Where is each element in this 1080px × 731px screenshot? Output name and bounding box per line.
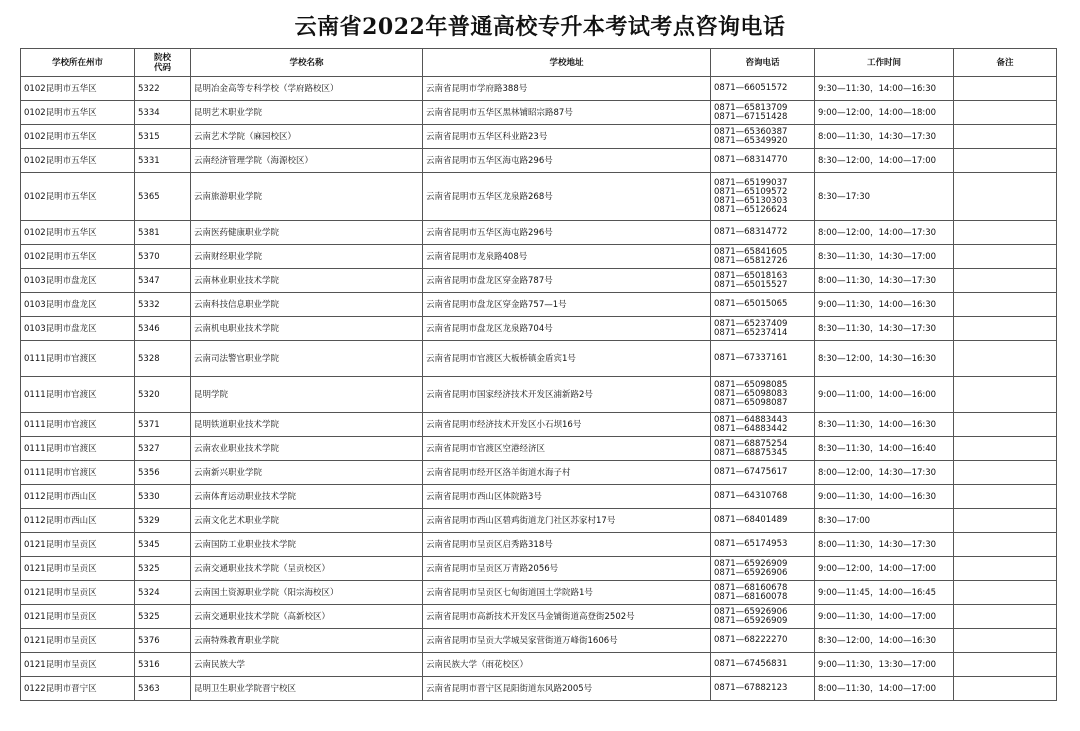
header-code [135,49,191,77]
header-row [21,49,1057,77]
table-row [21,293,1057,317]
cell-code: 5356 [135,461,191,485]
cell-code: 5365 [135,173,191,221]
cell-code: 5346 [135,317,191,341]
cell-address: 云南省昆明市呈贡区七甸街道国土学院路1号 [423,581,711,605]
cell-city: 0102昆明市五华区 [21,245,135,269]
cell-name: 昆明学院 [191,377,423,413]
phone-number: 0871—67337161 [714,353,788,363]
cell-address: 云南省昆明市五华区海屯路296号 [423,221,711,245]
cell-code: 5320 [135,377,191,413]
cell-phone [711,221,815,245]
cell-address: 云南省昆明市盘龙区穿金路787号 [423,269,711,293]
cell-phone [711,101,815,125]
cell-hours: 8:30—12:00，14:00—17:00 [815,149,954,173]
table-row [21,245,1057,269]
table-row [21,341,1057,377]
phone-number: 0871—66051572 [714,83,788,93]
cell-note [954,221,1057,245]
phone-number: 0871—65130303 [714,195,788,206]
table-row [21,485,1057,509]
phone-number: 0871—68401489 [714,515,788,525]
header-note: 备注 [954,49,1057,77]
contact-table [20,48,1057,701]
phone-number: 0871—65126624 [714,204,788,215]
cell-note [954,413,1057,437]
phone-number: 0871—67151428 [714,111,788,122]
phone-number: 0871—68160678 [714,582,788,593]
cell-hours: 8:30—11:30，14:30—17:00 [815,245,954,269]
cell-phone [711,653,815,677]
cell-city: 0111昆明市官渡区 [21,377,135,413]
cell-city: 0121昆明市呈贡区 [21,581,135,605]
cell-address: 云南省昆明市经开区洛羊街道水海子村 [423,461,711,485]
header-address: 学校地址 [423,49,711,77]
cell-address: 云南省昆明市盘龙区穿金路757—1号 [423,293,711,317]
phone-number: 0871—68160078 [714,591,788,602]
table-row [21,605,1057,629]
cell-note [954,677,1057,701]
cell-name: 云南机电职业技术学院 [191,317,423,341]
cell-address: 云南省昆明市官渡区大板桥镇金盾宾1号 [423,341,711,377]
cell-code: 5315 [135,125,191,149]
header-city: 学校所在州市 [21,49,135,77]
cell-city: 0102昆明市五华区 [21,77,135,101]
cell-note [954,317,1057,341]
cell-note [954,269,1057,293]
phone-number: 0871—68222270 [714,635,788,645]
table-body [21,77,1057,701]
phone-number: 0871—65812726 [714,255,788,266]
cell-city: 0102昆明市五华区 [21,125,135,149]
cell-code: 5345 [135,533,191,557]
cell-address: 云南省昆明市呈贡区万青路2056号 [423,557,711,581]
phone-number: 0871—65926906 [714,606,788,617]
cell-phone [711,629,815,653]
cell-code: 5363 [135,677,191,701]
cell-phone [711,149,815,173]
cell-city: 0121昆明市呈贡区 [21,605,135,629]
cell-name: 云南交通职业技术学院（高新校区） [191,605,423,629]
phone-number: 0871—67475617 [714,467,788,477]
cell-city: 0102昆明市五华区 [21,101,135,125]
cell-address: 云南省昆明市晋宁区昆阳街道东风路2005号 [423,677,711,701]
cell-note [954,485,1057,509]
cell-code: 5332 [135,293,191,317]
cell-city: 0111昆明市官渡区 [21,461,135,485]
cell-name: 昆明艺术职业学院 [191,101,423,125]
cell-note [954,629,1057,653]
cell-note [954,653,1057,677]
cell-note [954,125,1057,149]
cell-hours: 9:00—11:30，14:00—17:00 [815,605,954,629]
phone-number: 0871—65360387 [714,126,788,137]
cell-address: 云南省昆明市西山区碧鸡街道龙门社区苏家村17号 [423,509,711,533]
cell-code: 5381 [135,221,191,245]
header-phone: 咨询电话 [711,49,815,77]
cell-city: 0111昆明市官渡区 [21,341,135,377]
cell-city: 0122昆明市晋宁区 [21,677,135,701]
cell-hours: 9:00—12:00，14:00—18:00 [815,101,954,125]
phone-number: 0871—65926906 [714,567,788,578]
cell-phone [711,485,815,509]
cell-hours: 8:30—11:30，14:00—16:40 [815,437,954,461]
cell-name: 云南特殊教育职业学院 [191,629,423,653]
cell-address: 云南省昆明市龙泉路408号 [423,245,711,269]
cell-hours: 8:00—11:30，14:30—17:30 [815,125,954,149]
cell-note [954,509,1057,533]
cell-phone [711,437,815,461]
cell-name: 云南艺术学院（麻园校区） [191,125,423,149]
cell-code: 5324 [135,581,191,605]
phone-number: 0871—68875254 [714,438,788,449]
table-row [21,677,1057,701]
cell-note [954,173,1057,221]
table-row [21,149,1057,173]
phone-number: 0871—65098083 [714,389,788,399]
phone-number: 0871—65237409 [714,318,788,329]
phone-number: 0871—67456831 [714,659,788,669]
cell-phone [711,245,815,269]
cell-phone [711,341,815,377]
cell-name: 云南国土资源职业学院（阳宗海校区） [191,581,423,605]
cell-hours: 8:30—12:00，14:00—16:30 [815,629,954,653]
cell-phone [711,317,815,341]
cell-city: 0121昆明市呈贡区 [21,629,135,653]
phone-number: 0871—65926909 [714,615,788,626]
cell-code: 5322 [135,77,191,101]
cell-name: 云南国防工业职业技术学院 [191,533,423,557]
cell-hours: 9:00—11:30，13:30—17:00 [815,653,954,677]
cell-hours: 9:00—11:30，14:00—16:30 [815,485,954,509]
cell-name: 云南科技信息职业学院 [191,293,423,317]
cell-name: 云南医药健康职业学院 [191,221,423,245]
phone-number: 0871—65199037 [714,177,788,188]
table-row [21,101,1057,125]
cell-address: 云南省昆明市呈贡区启秀路318号 [423,533,711,557]
cell-note [954,77,1057,101]
table-row [21,509,1057,533]
cell-hours: 9:00—11:45，14:00—16:45 [815,581,954,605]
cell-city: 0121昆明市呈贡区 [21,653,135,677]
table-row [21,413,1057,437]
cell-name: 云南新兴职业学院 [191,461,423,485]
cell-city: 0102昆明市五华区 [21,173,135,221]
cell-address: 云南省昆明市五华区龙泉路268号 [423,173,711,221]
cell-name: 云南旅游职业学院 [191,173,423,221]
table-row [21,581,1057,605]
cell-phone [711,377,815,413]
cell-code: 5325 [135,557,191,581]
cell-phone [711,581,815,605]
cell-code: 5347 [135,269,191,293]
cell-note [954,149,1057,173]
cell-code: 5334 [135,101,191,125]
cell-city: 0111昆明市官渡区 [21,413,135,437]
table-row [21,629,1057,653]
header-code-line2: 代码 [153,62,171,73]
cell-address: 云南省昆明市盘龙区龙泉路704号 [423,317,711,341]
phone-number: 0871—68875345 [714,447,788,458]
cell-note [954,557,1057,581]
cell-hours: 8:00—11:30，14:30—17:30 [815,533,954,557]
table-row [21,269,1057,293]
cell-name: 云南经济管理学院（海源校区） [191,149,423,173]
cell-hours: 8:00—11:30，14:30—17:30 [815,269,954,293]
cell-address: 云南省昆明市五华区黑林铺昭宗路87号 [423,101,711,125]
cell-city: 0121昆明市呈贡区 [21,533,135,557]
table-row [21,653,1057,677]
cell-hours: 8:30—12:00，14:30—16:30 [815,341,954,377]
cell-code: 5329 [135,509,191,533]
cell-hours: 8:30—17:30 [815,173,954,221]
table-row [21,437,1057,461]
cell-hours: 8:30—11:30，14:00—16:30 [815,413,954,437]
cell-phone [711,173,815,221]
phone-number: 0871—64883443 [714,414,788,425]
cell-note [954,533,1057,557]
phone-number: 0871—65349920 [714,135,788,146]
cell-name: 昆明冶金高等专科学校（学府路校区） [191,77,423,101]
cell-phone [711,77,815,101]
cell-note [954,245,1057,269]
cell-address: 云南省昆明市官渡区空港经济区 [423,437,711,461]
cell-address: 云南省昆明市五华区海屯路296号 [423,149,711,173]
cell-phone [711,605,815,629]
cell-name: 昆明铁道职业技术学院 [191,413,423,437]
table-row [21,173,1057,221]
cell-phone [711,413,815,437]
table-row [21,377,1057,413]
cell-hours: 9:00—12:00，14:00—17:00 [815,557,954,581]
phone-number: 0871—65015527 [714,279,788,290]
phone-number: 0871—65015065 [714,299,788,309]
table-row [21,77,1057,101]
phone-number: 0871—65926909 [714,558,788,569]
cell-name: 云南农业职业技术学院 [191,437,423,461]
phone-number: 0871—65018163 [714,270,788,281]
cell-name: 云南民族大学 [191,653,423,677]
phone-number: 0871—65109572 [714,186,788,197]
cell-code: 5376 [135,629,191,653]
cell-name: 云南交通职业技术学院（呈贡校区） [191,557,423,581]
cell-name: 云南司法警官职业学院 [191,341,423,377]
phone-number: 0871—67882123 [714,683,788,693]
phone-number: 0871—65174953 [714,539,788,549]
table-row [21,557,1057,581]
phone-number: 0871—68314772 [714,227,788,237]
cell-code: 5325 [135,605,191,629]
cell-code: 5328 [135,341,191,377]
table-row [21,125,1057,149]
cell-hours: 8:30—17:00 [815,509,954,533]
cell-phone [711,125,815,149]
cell-phone [711,269,815,293]
cell-address: 云南省昆明市五华区科业路23号 [423,125,711,149]
cell-name: 云南林业职业技术学院 [191,269,423,293]
cell-phone [711,509,815,533]
cell-code: 5331 [135,149,191,173]
cell-address: 云南省昆明市西山区体院路3号 [423,485,711,509]
cell-note [954,605,1057,629]
cell-city: 0102昆明市五华区 [21,221,135,245]
cell-code: 5327 [135,437,191,461]
header-name: 学校名称 [191,49,423,77]
cell-city: 0121昆明市呈贡区 [21,557,135,581]
cell-phone [711,461,815,485]
cell-city: 0102昆明市五华区 [21,149,135,173]
cell-code: 5371 [135,413,191,437]
cell-name: 云南体育运动职业技术学院 [191,485,423,509]
cell-name: 昆明卫生职业学院晋宁校区 [191,677,423,701]
phone-number: 0871—64310768 [714,491,788,501]
cell-city: 0111昆明市官渡区 [21,437,135,461]
header-hours: 工作时间 [815,49,954,77]
cell-note [954,101,1057,125]
cell-hours: 9:00—11:00，14:00—16:00 [815,377,954,413]
cell-name: 云南文化艺术职业学院 [191,509,423,533]
cell-code: 5370 [135,245,191,269]
cell-address: 云南省昆明市高新技术开发区马金铺街道高登街2502号 [423,605,711,629]
cell-note [954,581,1057,605]
cell-hours: 9:00—11:30，14:00—16:30 [815,293,954,317]
cell-hours: 8:00—11:30，14:00—17:00 [815,677,954,701]
cell-city: 0103昆明市盘龙区 [21,269,135,293]
cell-city: 0112昆明市西山区 [21,485,135,509]
cell-note [954,377,1057,413]
phone-number: 0871—65813709 [714,102,788,113]
phone-number: 0871—68314770 [714,155,788,165]
cell-hours: 8:00—12:00，14:00—17:30 [815,221,954,245]
header-code-line1: 院校 [153,52,171,63]
cell-address: 云南省昆明市国家经济技术开发区浦新路2号 [423,377,711,413]
cell-hours: 8:30—11:30，14:30—17:30 [815,317,954,341]
cell-phone [711,677,815,701]
phone-number: 0871—65098085 [714,380,788,390]
phone-number: 0871—65098087 [714,398,788,408]
cell-note [954,293,1057,317]
cell-note [954,461,1057,485]
cell-hours: 9:30—11:30，14:00—16:30 [815,77,954,101]
cell-code: 5316 [135,653,191,677]
cell-address: 云南民族大学（雨花校区） [423,653,711,677]
cell-address: 云南省昆明市学府路388号 [423,77,711,101]
cell-city: 0103昆明市盘龙区 [21,317,135,341]
table-row [21,461,1057,485]
page-title: 云南省2022年普通高校专升本考试考点咨询电话 [294,14,786,40]
cell-address: 云南省昆明市经济技术开发区小石坝16号 [423,413,711,437]
cell-code: 5330 [135,485,191,509]
table-row [21,221,1057,245]
cell-hours: 8:00—12:00，14:30—17:30 [815,461,954,485]
phone-number: 0871—64883442 [714,423,788,434]
cell-city: 0103昆明市盘龙区 [21,293,135,317]
cell-phone [711,533,815,557]
phone-number: 0871—65841605 [714,246,788,257]
table-row [21,317,1057,341]
cell-phone [711,293,815,317]
phone-number: 0871—65237414 [714,327,788,338]
cell-address: 云南省昆明市呈贡大学城吴家营街道万峰街1606号 [423,629,711,653]
cell-note [954,437,1057,461]
cell-city: 0112昆明市西山区 [21,509,135,533]
table-row [21,533,1057,557]
cell-note [954,341,1057,377]
cell-phone [711,557,815,581]
cell-name: 云南财经职业学院 [191,245,423,269]
